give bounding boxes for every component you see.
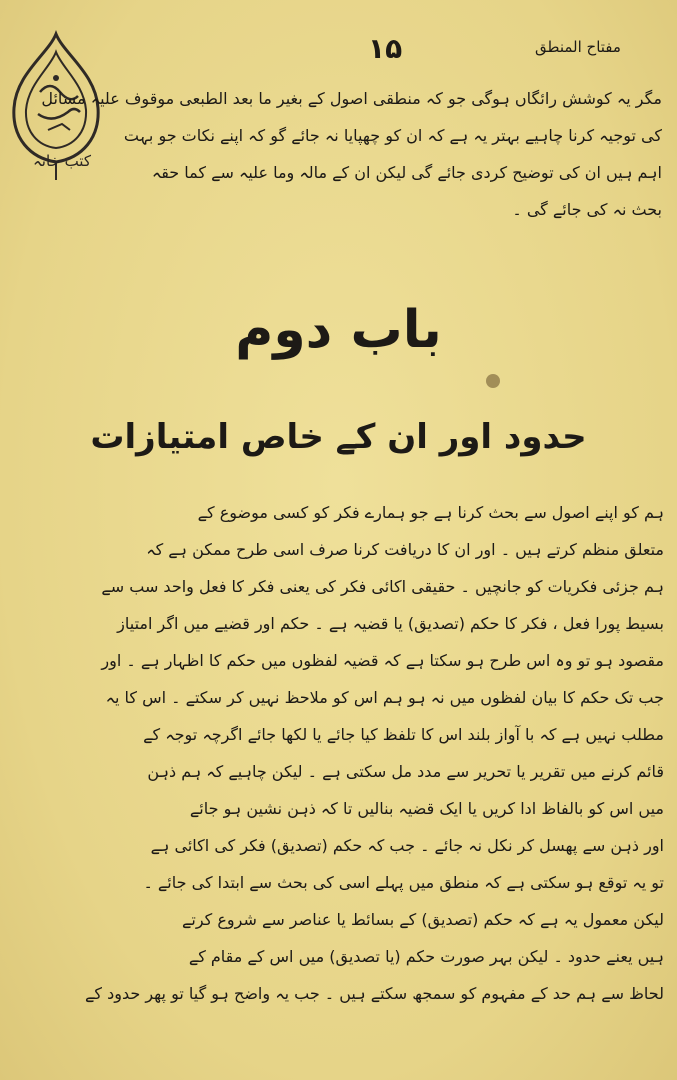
text-line: اہم ہیں ان کی توضیح کردی جائے گی لیکن ان کے مالہ وما علیہ سے کما حقہ	[151, 163, 662, 182]
text-line: قائم کرنے میں تقریر یا تحریر سے مدد مل سکتی ہے ۔ لیکن چاہیے کہ ہم ذہن	[147, 762, 664, 781]
text-line: جب تک حکم کا بیان لفظوں میں نہ ہو ہم اس کو ملاحظ نہیں کر سکتے ۔ اس کا یہ	[105, 688, 664, 707]
text-line: تو یہ توقع ہو سکتی ہے کہ منطق میں پہلے اسی کی بحث سے ابتدا کی جائے ۔	[143, 873, 664, 892]
page-number: ۱۵	[368, 32, 403, 65]
chapter-title: باب دوم	[235, 300, 442, 360]
text-line: ہم جزئی فکریات کو جانچیں ۔ حقیقی اکائی فکر کی یعنی فکر کا فعل واحد سب سے	[101, 577, 664, 596]
text-line: بحث نہ کی جائے گی ۔	[512, 200, 662, 219]
body-paragraph	[85, 494, 664, 1012]
text-line: اور ذہن سے پھسل کر نکل نہ جائے ۔ جب کہ حکم (تصدیق) فکر کی اکائی ہے	[150, 836, 664, 855]
ink-spot	[486, 374, 500, 388]
text-line: لحاظ سے ہم حد کے مفہوم کو سمجھ سکتے ہیں ۔ جب یہ واضح ہو گیا تو پھر حدود کے	[85, 984, 664, 1003]
text-line: متعلق منظم کرتے ہیں ۔ اور ان کا دریافت کرنا صرف اسی طرح ممکن ہے کہ	[146, 540, 664, 559]
text-line: ہم کو اپنے اصول سے بحث کرنا ہے جو ہمارے فکر کو کسی موضوع کے	[197, 503, 664, 522]
stamp-label: کتب خانہ	[33, 152, 91, 170]
text-line: مگر یہ کوشش رائگاں ہوگی جو کہ منطقی اصول کے بغیر ما بعد الطبعی موقوف علیہ مسائل	[41, 89, 662, 108]
chapter-subtitle: حدود اور ان کے خاص امتیازات	[90, 417, 587, 457]
running-title: مفتاح المنطق	[535, 38, 621, 56]
text-line: میں اس کو بالفاظ ادا کریں یا ایک قضیہ بنالیں تا کہ ذہن نشین ہو جائے	[189, 799, 664, 818]
text-line: مطلب نہیں ہے کہ با آواز بلند اس کا تلفظ کیا جائے یا لکھا جائے اگرچہ توجہ کے	[143, 725, 664, 744]
text-line: لیکن معمول یہ ہے کہ حکم (تصدیق) کے بسائط یا عناصر سے شروع کرتے	[181, 910, 664, 929]
text-line: بسیط پورا فعل ، فکر کا حکم (تصدیق) یا قضیہ ہے ۔ حکم اور قضیے میں اگر امتیاز	[117, 614, 664, 633]
text-line: کی توجیہ کرنا چاہیے بہتر یہ ہے کہ ان کو چھپایا نہ جائے گو کہ اپنے نکات جو بہت	[123, 126, 662, 145]
text-line: ہیں یعنے حدود ۔ لیکن بہر صورت حکم (یا تصدیق) میں اس کے مقام کے	[188, 947, 664, 966]
text-line: مقصود ہو تو وہ اس طرح ہو سکتا ہے کہ قضیہ لفظوں میں حکم کا اظہار ہے ۔ اور	[101, 651, 664, 670]
